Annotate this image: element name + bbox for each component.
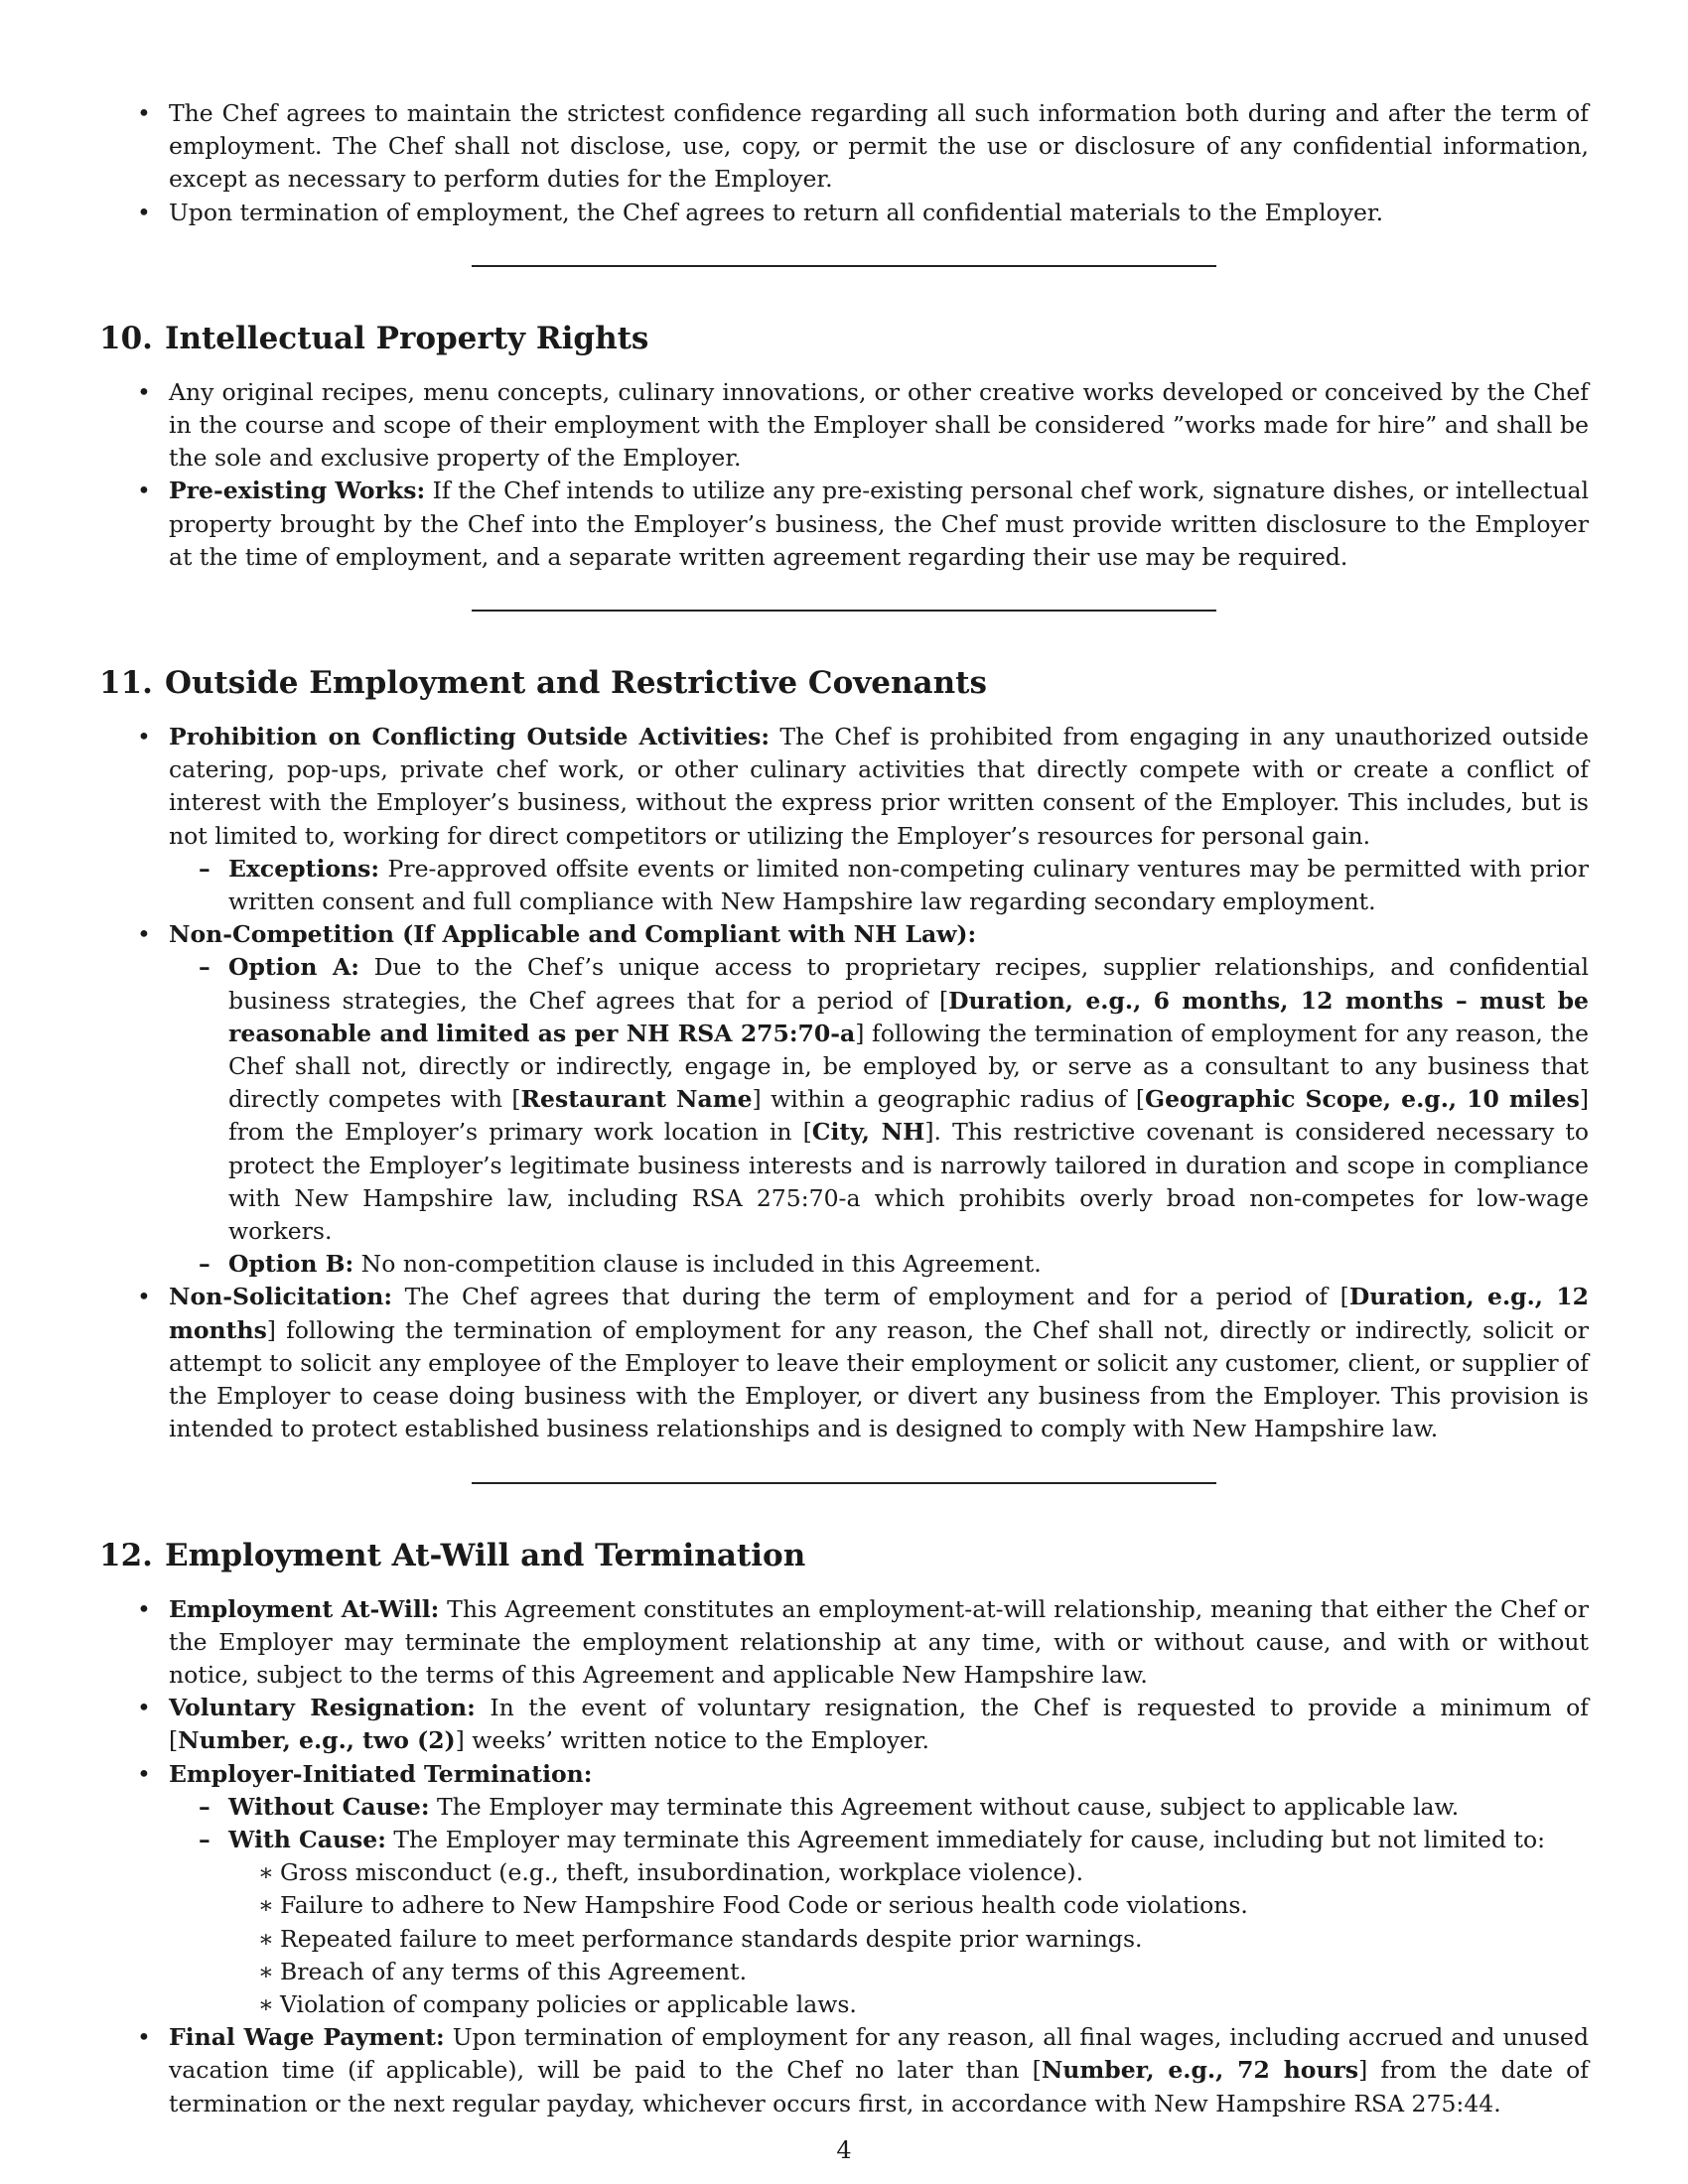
placeholder-text: Duration, e.g., 12 months bbox=[169, 1283, 1589, 1344]
list-item bbox=[99, 2021, 1589, 2120]
item-label: Option A: bbox=[228, 953, 359, 982]
item-text: Pre-approved offsite events or limited non-competing culinary ventures may be permitted with prior written consent and full compliance with New Hampshire law regarding secondary employment. bbox=[228, 854, 1589, 916]
section-number: 12. bbox=[99, 1537, 153, 1573]
placeholder-text: Number, e.g., 72 hours bbox=[1041, 2056, 1359, 2085]
item-label: Pre-existing Works: bbox=[169, 477, 426, 505]
section-divider bbox=[472, 1482, 1216, 1484]
section-title: Employment At-Will and Termination bbox=[164, 1537, 806, 1573]
item-label: With Cause: bbox=[228, 1825, 386, 1853]
item-text: This Agreement constitutes an employment-at-will relationship, meaning that either the Chef or the Employer may terminate the employment relationship at any time, with or without cause, and with or without notice, subject to the terms of this Agreement and applicable New Hampshire law. bbox=[169, 1594, 1589, 1689]
sub-list-item bbox=[169, 1791, 1589, 1824]
list-item: • Upon termination of employment, the Chef agrees to return all confidential materials to the Employer. bbox=[99, 197, 1589, 229]
sub-list-item bbox=[169, 951, 1589, 1248]
item-text: If the Chef intends to utilize any pre-existing personal chef work, signature dishes, or intellectual property brought by the Chef into the Employer’s business, the Chef must provide written disclosure to the Employer at the time of employment, and a separate written agreement regarding their use may be required. bbox=[169, 477, 1590, 571]
section-number: 10. bbox=[99, 320, 153, 356]
item-label: Prohibition on Conflicting Outside Activities: bbox=[169, 723, 771, 751]
item-label: Employer-Initiated Termination: bbox=[169, 1759, 593, 1788]
cause-item: ∗ Violation of company policies or applicable laws. bbox=[228, 1988, 1589, 2021]
item-label: Exceptions: bbox=[228, 854, 380, 883]
item-text: ] following the termination of employment for any reason, the Chef shall not, directly or indirectly, solicit or attempt to solicit any employee of the Employer to leave their employment or solicit any customer, client, or supplier of the Employer to cease doing business with the Employer, or divert any business from the Employer. This provision is intended to protect established business relationships and is designed to comply with New Hampshire law. bbox=[169, 1315, 1589, 1443]
list-item bbox=[99, 1593, 1589, 1693]
sub-list bbox=[169, 853, 1589, 918]
item-text: ] from the Employer’s primary work location in [ bbox=[228, 1085, 1589, 1147]
cause-item: ∗ Breach of any terms of this Agreement. bbox=[228, 1956, 1589, 1988]
item-label: Option B: bbox=[228, 1250, 354, 1279]
list-item bbox=[99, 1692, 1589, 1757]
cause-item: ∗ Repeated failure to meet performance standards despite prior warnings. bbox=[228, 1923, 1589, 1956]
list-item: • Any original recipes, menu concepts, culinary innovations, or other creative works developed or conceived by the Chef in the course and scope of their employment with the Employer shall be considered ”works made for hire” and shall be the sole and exclusive property of the Employer. bbox=[99, 376, 1589, 476]
item-label: Non-Solicitation: bbox=[169, 1283, 393, 1311]
item-label: Non-Competition (If Applicable and Compliant with NH Law): bbox=[169, 920, 977, 949]
list-item: • The Chef agrees to maintain the strictest confidence regarding all such information both during and after the term of employment. The Chef shall not disclose, use, copy, or permit the use or disclosure of any confidential information, except as necessary to perform duties for the Employer. bbox=[99, 97, 1589, 197]
item-text: ] weeks’ written notice to the Employer. bbox=[455, 1726, 929, 1755]
section-heading-12 bbox=[99, 1536, 1589, 1575]
list-item bbox=[99, 918, 1589, 1281]
sub-list-item bbox=[169, 1824, 1589, 2021]
item-label: Final Wage Payment: bbox=[169, 2023, 445, 2052]
cause-list bbox=[228, 1856, 1589, 2021]
placeholder-text: Number, e.g., two (2) bbox=[178, 1726, 456, 1755]
placeholder-text: Restaurant Name bbox=[520, 1085, 753, 1114]
section-divider bbox=[472, 265, 1216, 267]
item-text: The Employer may terminate this Agreement without cause, subject to applicable law. bbox=[429, 1792, 1460, 1821]
page-number: 4 bbox=[836, 2136, 852, 2164]
list-item bbox=[99, 1281, 1589, 1445]
sub-list bbox=[169, 1791, 1589, 2021]
item-text: ] from the date of termination or the next regular payday, whichever occurs first, in accordance with New Hampshire RSA 275:44. bbox=[169, 2056, 1589, 2117]
item-text: Upon termination of employment for any reason, all final wages, including accrued and unused vacation time (if applicable), will be paid to the Chef no later than [ bbox=[169, 2023, 1589, 2085]
section-title: Outside Employment and Restrictive Covenants bbox=[164, 665, 987, 702]
sub-list bbox=[169, 951, 1589, 1281]
termination-list bbox=[99, 1593, 1589, 2120]
outside-employment-list bbox=[99, 721, 1589, 1445]
section-divider bbox=[472, 610, 1216, 612]
item-text: No non-competition clause is included in this Agreement. bbox=[353, 1250, 1042, 1279]
item-text: Due to the Chef’s unique access to proprietary recipes, supplier relationships, and confidential business strategies, the Chef agrees that for a period of [ bbox=[228, 953, 1589, 1015]
ip-rights-list bbox=[99, 376, 1589, 574]
list-item bbox=[99, 475, 1589, 574]
confidentiality-continuation-list bbox=[99, 97, 1589, 229]
list-item bbox=[99, 721, 1589, 918]
placeholder-text: Duration, e.g., 6 months, 12 months – must be reasonable and limited as per NH RSA 275:70-a bbox=[228, 986, 1589, 1047]
sub-list-item bbox=[169, 1248, 1589, 1281]
item-label: Without Cause: bbox=[228, 1792, 430, 1821]
section-number: 11. bbox=[99, 665, 153, 702]
sub-list-item bbox=[169, 853, 1589, 918]
item-text: In the event of voluntary resignation, the Chef is requested to provide a minimum of [ bbox=[169, 1694, 1589, 1755]
list-item bbox=[99, 1758, 1589, 2022]
item-text: The Employer may terminate this Agreement immediately for cause, including but not limited to: bbox=[385, 1825, 1546, 1853]
cause-item: ∗ Failure to adhere to New Hampshire Food Code or serious health code violations. bbox=[228, 1889, 1589, 1922]
placeholder-text: City, NH bbox=[811, 1118, 925, 1147]
section-heading-11 bbox=[99, 663, 1589, 703]
placeholder-text: Geographic Scope, e.g., 10 miles bbox=[1145, 1085, 1580, 1114]
item-label: Employment At-Will: bbox=[169, 1594, 440, 1623]
item-text: ] within a geographic radius of [ bbox=[752, 1085, 1145, 1114]
page-content bbox=[99, 97, 1589, 2120]
section-heading-10 bbox=[99, 319, 1589, 358]
item-text: ] following the termination of employment for any reason, the Chef shall not, directly or indirectly, engage in, be employed by, or serve as a consultant to any business that directly competes with [ bbox=[228, 1019, 1589, 1114]
item-text: ]. This restrictive covenant is considered necessary to protect the Employer’s legitimate business interests and is narrowly tailored in duration and scope in compliance with New Hampshire law, including RSA 275:70-a which prohibits overly broad non-competes for low-wage workers. bbox=[228, 1118, 1589, 1246]
item-label: Voluntary Resignation: bbox=[169, 1694, 476, 1722]
item-text: The Chef is prohibited from engaging in any unauthorized outside catering, pop-ups, private chef work, or other culinary activities that directly compete with or create a conflict of interest with the Employer’s business, without the express prior written consent of the Employer. This includes, but is not limited to, working for direct competitors or utilizing the Employer’s resources for personal gain. bbox=[169, 723, 1589, 850]
item-text: The Chef agrees that during the term of employment and for a period of [ bbox=[392, 1283, 1349, 1311]
cause-item: ∗ Gross misconduct (e.g., theft, insubordination, workplace violence). bbox=[228, 1856, 1589, 1889]
section-title: Intellectual Property Rights bbox=[164, 320, 649, 356]
